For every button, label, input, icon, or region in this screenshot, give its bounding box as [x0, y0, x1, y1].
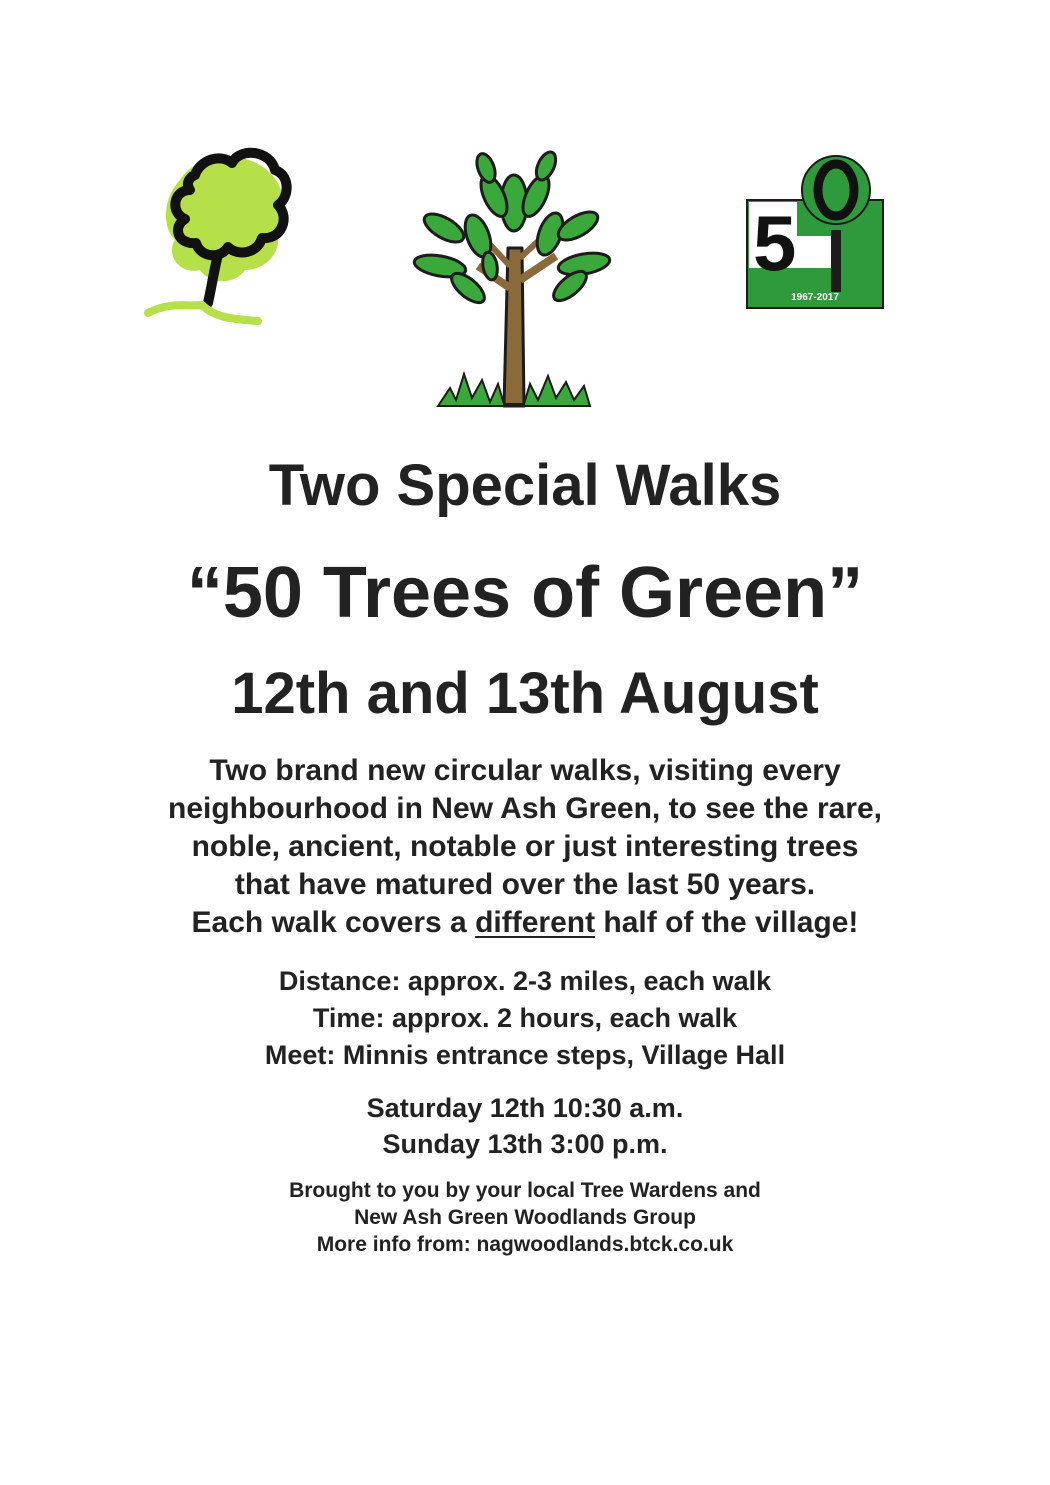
description-last-line	[0, 904, 1050, 942]
walk-details	[0, 963, 1050, 1074]
description-line: neighbourhood in New Ash Green, to see the rare,	[168, 792, 882, 825]
time-detail: Time: approx. 2 hours, each walk	[312, 1003, 738, 1033]
meet-detail: Meet: Minnis entrance steps, Village Hall	[264, 1040, 786, 1070]
anniversary-years: 1967-2017	[791, 292, 839, 303]
description-line: Two brand new circular walks, visiting every	[209, 754, 841, 787]
fifty-anniversary-tree-logo	[745, 150, 887, 312]
headline: Two Special Walks	[268, 453, 782, 518]
description-line: that have matured over the last 50 years.	[234, 868, 816, 901]
credits-line: Brought to you by your local Tree Wardens and	[289, 1179, 761, 1202]
sunday-time: Sunday 13th 3:00 p.m.	[382, 1129, 668, 1159]
saturday-time: Saturday 12th 10:30 a.m.	[366, 1093, 684, 1123]
credits-line: New Ash Green Woodlands Group	[354, 1206, 696, 1229]
date-line: 12th and 13th August	[231, 661, 819, 726]
description	[0, 752, 1050, 942]
walk-schedule	[0, 1090, 1050, 1162]
credits	[0, 1177, 1050, 1258]
more-info-line: More info from: nagwoodlands.btck.co.uk	[316, 1233, 734, 1256]
distance-detail: Distance: approx. 2-3 miles, each walk	[278, 966, 772, 996]
tree-with-grass-icon	[398, 148, 630, 413]
description-line: noble, ancient, notable or just interesting trees	[191, 830, 859, 863]
anniversary-numeral: 5	[753, 199, 797, 287]
oak-tree-doodle-icon	[140, 135, 300, 335]
main-title: “50 Trees of Green”	[186, 553, 864, 633]
logo-row	[0, 0, 1050, 430]
description-prefix: Each walk covers a	[191, 906, 476, 939]
emphasis-different: different	[475, 906, 596, 939]
description-suffix: half of the village!	[595, 906, 859, 939]
